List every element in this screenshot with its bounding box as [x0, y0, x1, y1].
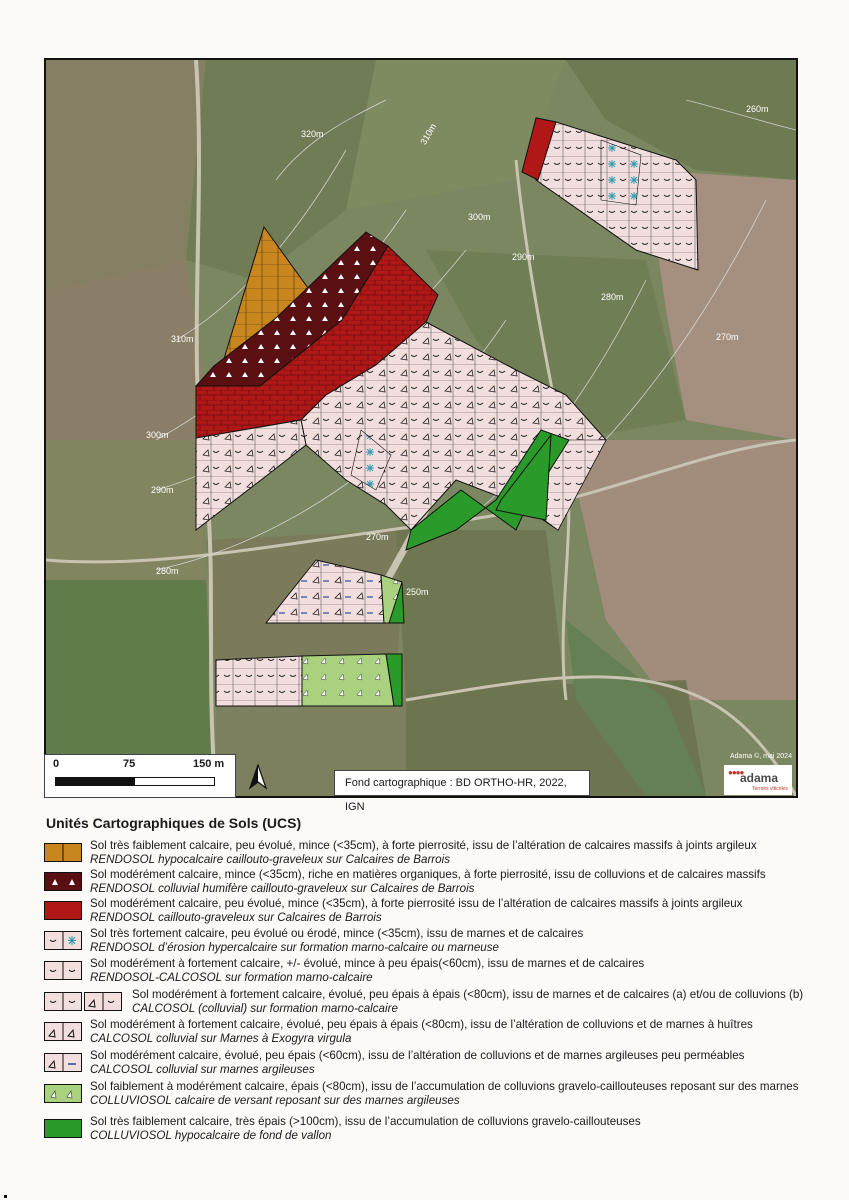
legend-swatch	[44, 931, 82, 950]
legend-text: Sol modérément à fortement calcaire, évolué, peu épais à épais (<80cm), issu de l’altération de colluvions et de marnes à huîtres	[90, 1018, 753, 1031]
svg-text:300m: 300m	[468, 212, 491, 222]
legend-italic: CALCOSOL colluvial sur Marnes à Exogyra virgula	[90, 1031, 352, 1045]
legend-italic: COLLUVIOSOL calcaire de versant reposant sur des marnes argileuses	[90, 1093, 460, 1107]
base-map-source: Fond cartographique : BD ORTHO-HR, 2022, IGN	[334, 770, 590, 796]
scan-mark	[4, 1195, 7, 1198]
legend-italic: RENDOSOL hypocalcaire caillouto-graveleux sur Calcaires de Barrois	[90, 852, 450, 866]
logo-tagline: Terroirs viticoles	[752, 786, 788, 792]
legend-swatch	[44, 901, 82, 920]
legend-swatch-b	[84, 992, 122, 1011]
legend-title: Unités Cartographiques de Sols (UCS)	[46, 815, 302, 831]
svg-text:290m: 290m	[151, 485, 174, 495]
legend-text: Sol modérément calcaire, peu évolué, mince (<35cm), à forte pierrosité issu de l’altération de calcaires massifs à joints argileux	[90, 897, 743, 910]
legend-swatch	[44, 1119, 82, 1138]
svg-text:300m: 300m	[146, 430, 169, 440]
svg-text:270m: 270m	[366, 532, 389, 542]
scale-bar-graphic	[55, 777, 215, 786]
legend-text: Sol modérément à fortement calcaire, +/- évolué, mince à peu épais(<60cm), issu de marnes et de calcaires	[90, 957, 645, 970]
legend-italic: RENDOSOL caillouto-graveleux sur Calcaires de Barrois	[90, 910, 382, 924]
svg-text:280m: 280m	[601, 292, 624, 302]
logo-dots-icon: ●●●●	[728, 768, 744, 777]
legend-italic: RENDOSOL-CALCOSOL sur formation marno-calcaire	[90, 970, 373, 984]
legend-text: Sol modérément calcaire, évolué, peu épais (<60cm), issu de l’altération de colluvions et de marnes argileuses peu perméables	[90, 1049, 745, 1062]
legend-swatch	[44, 961, 82, 980]
legend-swatch-a	[44, 992, 82, 1011]
legend-italic: RENDOSOL d’érosion hypercalcaire sur formation marno-calcaire ou marneuse	[90, 940, 499, 954]
svg-text:280m: 280m	[156, 566, 179, 576]
legend-swatch	[44, 872, 82, 891]
svg-text:250m: 250m	[406, 587, 429, 597]
legend-swatch	[44, 1084, 82, 1103]
scale-mid: 75	[123, 758, 136, 770]
svg-text:290m: 290m	[512, 252, 535, 262]
legend-swatch	[44, 1022, 82, 1041]
legend-text: Sol très faiblement calcaire, peu évolué, mince (<35cm), à forte pierrosité, issu de l’altération de calcaires massifs à joints argileux	[90, 839, 757, 852]
scale-bar	[44, 754, 236, 798]
map-credit: Adama ©, mai 2024	[730, 753, 792, 760]
scale-zero: 0	[53, 758, 60, 770]
legend-text: Sol modérément à fortement calcaire, évolué, peu épais à épais (<80cm), issu de marnes et de calcaires (a) et/ou de colluvions (b)	[132, 988, 804, 1001]
svg-text:310m: 310m	[418, 121, 439, 147]
logo-name: adama	[740, 771, 779, 785]
north-arrow-icon	[248, 764, 268, 790]
legend-text: Sol faiblement à modérément calcaire, épais (<80cm), issu de l’accumulation de colluvions gravelo-caillouteuses reposant sur des marnes	[90, 1080, 799, 1093]
legend-swatch	[44, 843, 82, 862]
legend-italic: CALCOSOL (colluvial) sur formation marno-calcaire	[132, 1001, 398, 1015]
legend-text: Sol très faiblement calcaire, très épais (>100cm), issu de l’accumulation de colluvions gravelo-caillouteuses	[90, 1115, 641, 1128]
legend-italic: RENDOSOL colluvial humifère caillouto-graveleux sur Calcaires de Barrois	[90, 881, 475, 895]
svg-text:320m: 320m	[301, 129, 324, 139]
svg-text:260m: 260m	[746, 104, 769, 114]
legend-text: Sol modérément calcaire, mince (<35cm), riche en matières organiques, à forte pierrosité, issu de colluvions et de calcaires massifs	[90, 868, 766, 881]
legend-swatch	[44, 1053, 82, 1072]
svg-text:270m: 270m	[716, 332, 739, 342]
legend-italic: CALCOSOL colluvial sur marnes argileuses	[90, 1062, 315, 1076]
legend-italic: COLLUVIOSOL hypocalcaire de fond de vallon	[90, 1128, 332, 1142]
adama-logo	[724, 765, 792, 795]
soil-map	[44, 58, 798, 798]
scale-end: 150 m	[193, 758, 225, 770]
svg-text:310m: 310m	[171, 334, 194, 344]
legend-text: Sol très fortement calcaire, peu évolué ou érodé, mince (<35cm), issu de marnes et de calcaires	[90, 927, 584, 940]
